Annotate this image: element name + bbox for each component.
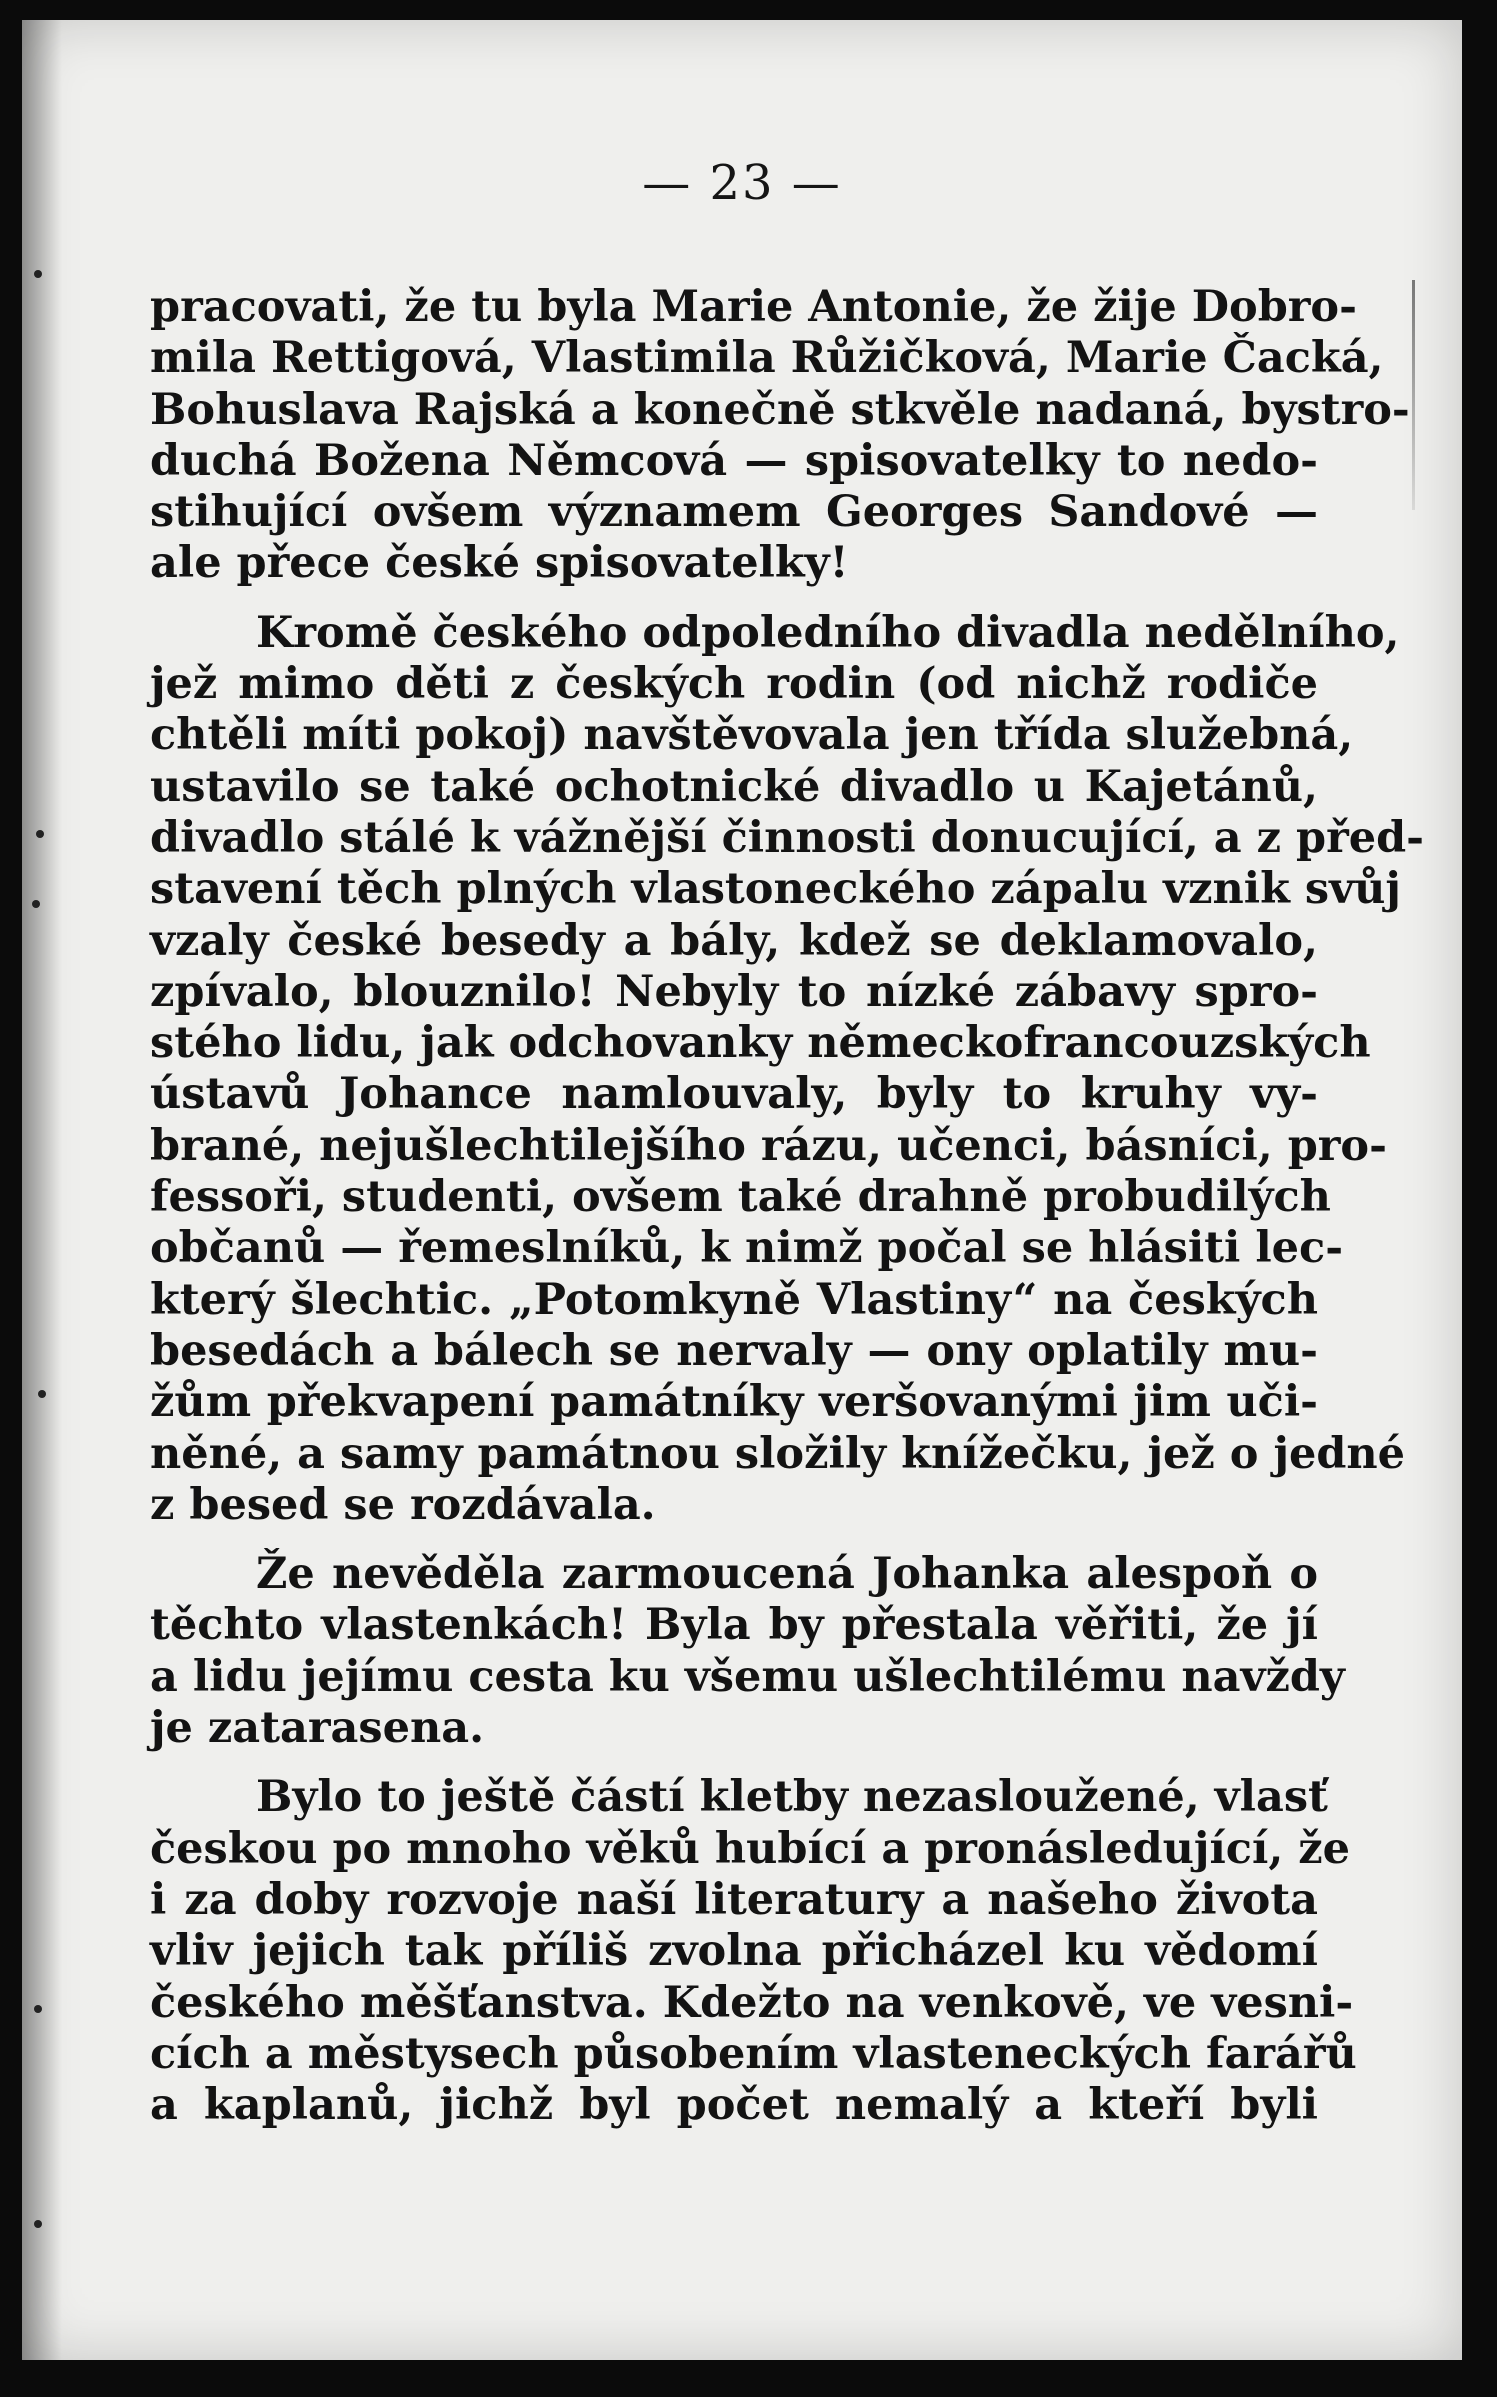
text-line: Bohuslava Rajská a konečně stkvěle nadaná, bystro- — [150, 384, 1410, 435]
text-line: a kaplanů, jichž byl počet nemalý a kteří byli — [150, 2080, 1318, 2131]
text-line: zpívalo, blouznilo! Nebyly to nízké zábavy spro- — [150, 966, 1318, 1017]
text-line: duchá Božena Němcová — spisovatelky to nedo- — [150, 435, 1318, 486]
text-line: chtěli míti pokoj) navštěvovala jen třída služebná, — [150, 710, 1354, 761]
body-text — [150, 282, 1425, 2131]
speck — [34, 2220, 42, 2228]
text-line: divadlo stálé k vážnější činnosti donucující, a z před- — [150, 812, 1425, 863]
text-line: stého lidu, jak odchovanky německofrancouzských — [150, 1018, 1371, 1069]
text-line: a lidu jejímu cesta ku všemu ušlechtilému navždy — [150, 1651, 1345, 1702]
text-line: který šlechtic. „Potomkyně Vlastiny“ na českých — [150, 1274, 1318, 1325]
text-line: ustavilo se také ochotnické divadlo u Kajetánů, — [150, 761, 1318, 812]
text-line: stihující ovšem významem Georges Sandové — — [150, 487, 1318, 538]
paragraph-4 — [150, 1772, 1357, 2131]
speck — [34, 2005, 42, 2013]
text-line: mila Rettigová, Vlastimila Růžičková, Marie Čacká, — [150, 333, 1384, 384]
text-line: cích a městysech působením vlasteneckých farářů — [150, 2028, 1357, 2079]
paragraph-3 — [150, 1549, 1345, 1754]
text-line: ale přece české spisovatelky! — [150, 538, 849, 589]
speck — [38, 1390, 46, 1398]
text-line: českého měšťanstva. Kdežto na venkově, ve vesni- — [150, 1977, 1354, 2028]
text-line: stavení těch plných vlastoneckého zápalu vznik svůj — [150, 864, 1401, 915]
text-line: brané, nejušlechtilejšího rázu, učenci, básníci, pro- — [150, 1120, 1387, 1171]
book-page — [22, 20, 1462, 2360]
text-line: něné, a samy památnou složily knížečku, jež o jedné — [150, 1428, 1406, 1479]
text-line: žům překvapení památníky veršovanými jim uči- — [150, 1377, 1318, 1428]
text-line: fessoři, studenti, ovšem také drahně probudilých — [150, 1172, 1331, 1223]
text-line: besedách a bálech se nervaly — ony oplatily mu- — [150, 1325, 1318, 1376]
page-number: — 23 — — [642, 155, 842, 211]
speck — [34, 270, 42, 278]
speck — [32, 900, 40, 908]
text-line: vliv jejich tak příliš zvolna přicházel ku vědomí — [150, 1926, 1318, 1977]
text-line: Že nevěděla zarmoucená Johanka alespoň o — [256, 1549, 1318, 1600]
right-margin-mark — [1412, 280, 1415, 510]
text-line: ústavů Johance namlouvaly, byly to kruhy vy- — [150, 1069, 1318, 1120]
text-line: i za doby rozvoje naší literatury a našeho života — [150, 1874, 1318, 1925]
text-line: občanů — řemeslníků, k nimž počal se hlásiti lec- — [150, 1223, 1344, 1274]
text-line: českou po mnoho věků hubící a pronásledující, že — [150, 1823, 1351, 1874]
text-line: těchto vlastenkách! Byla by přestala věřiti, že jí — [150, 1600, 1318, 1651]
text-line: jež mimo děti z českých rodin (od nichž rodiče — [150, 659, 1318, 710]
paragraph-2 — [150, 607, 1425, 1531]
text-line: je zatarasena. — [150, 1703, 485, 1754]
text-line: pracovati, že tu byla Marie Antonie, že žije Dobro- — [150, 282, 1357, 332]
text-line: Bylo to ještě částí kletby nezasloužené, vlasť — [256, 1772, 1328, 1823]
text-line: z besed se rozdávala. — [150, 1479, 656, 1530]
margin-specks — [22, 20, 82, 2360]
text-line: vzaly české besedy a bály, kdež se deklamovalo, — [150, 915, 1318, 966]
paragraph-1 — [150, 282, 1410, 590]
text-line: Kromě českého odpoledního divadla nedělního, — [256, 607, 1400, 658]
speck — [36, 830, 44, 838]
